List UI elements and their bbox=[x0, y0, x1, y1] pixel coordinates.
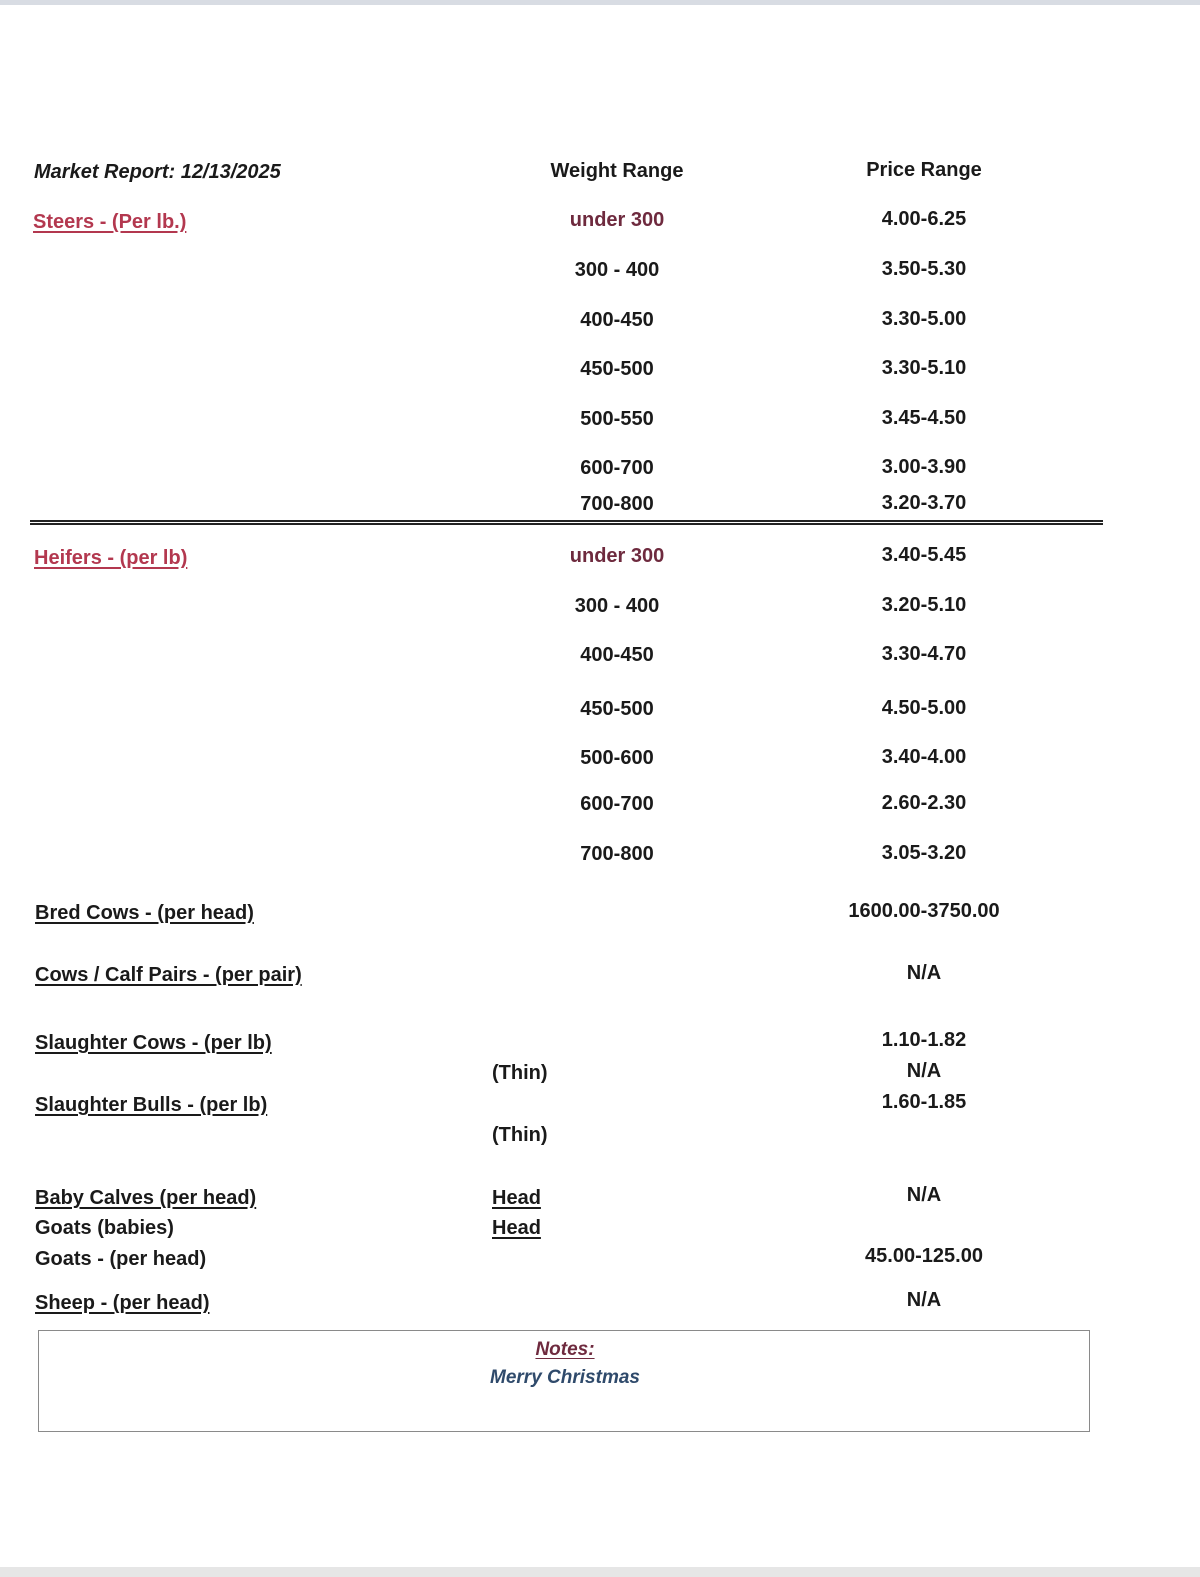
scan-edge-top bbox=[0, 0, 1200, 5]
steers-price: 3.30-5.00 bbox=[881, 308, 967, 330]
steers-label: Steers - (Per lb.) bbox=[33, 211, 187, 233]
heifers-weight: 300 - 400 bbox=[574, 595, 660, 617]
steers-price: 3.30-5.10 bbox=[881, 357, 967, 379]
steers-weight: 300 - 400 bbox=[574, 259, 660, 281]
goats-babies-unit: Head bbox=[492, 1217, 541, 1239]
steers-weight: 700-800 bbox=[580, 493, 654, 515]
heifers-weight: 600-700 bbox=[580, 793, 654, 815]
bred-cows-price: 1600.00-3750.00 bbox=[848, 900, 1000, 922]
slaughter-cows-price: 1.10-1.82 bbox=[881, 1029, 967, 1051]
heifers-price: 3.20-5.10 bbox=[881, 594, 967, 616]
baby-calves-unit: Head bbox=[492, 1187, 541, 1209]
steers-price: 3.00-3.90 bbox=[881, 456, 967, 478]
steers-weight: under 300 bbox=[569, 209, 665, 231]
heifers-weight: 700-800 bbox=[580, 843, 654, 865]
notes-text: Merry Christmas bbox=[490, 1367, 640, 1388]
slaughter-cows-thin-price: N/A bbox=[906, 1060, 942, 1082]
steers-price: 3.20-3.70 bbox=[881, 492, 967, 514]
steers-weight: 450-500 bbox=[580, 358, 654, 380]
bred-cows-label: Bred Cows - (per head) bbox=[35, 902, 254, 924]
heifers-price: 3.30-4.70 bbox=[881, 643, 967, 665]
heifers-weight: under 300 bbox=[569, 545, 665, 567]
heifers-price: 3.40-5.45 bbox=[881, 544, 967, 566]
heifers-weight: 400-450 bbox=[580, 644, 654, 666]
steers-price: 3.45-4.50 bbox=[881, 407, 967, 429]
report-title: Market Report: 12/13/2025 bbox=[34, 161, 281, 183]
heifers-label: Heifers - (per lb) bbox=[34, 547, 188, 569]
price-range-header: Price Range bbox=[866, 159, 982, 181]
heifers-price: 4.50-5.00 bbox=[881, 697, 967, 719]
goats-babies-label: Goats (babies) bbox=[35, 1217, 174, 1239]
slaughter-cows-label: Slaughter Cows - (per lb) bbox=[35, 1032, 272, 1054]
notes-box bbox=[38, 1330, 1090, 1432]
heifers-price: 3.05-3.20 bbox=[881, 842, 967, 864]
heifers-weight: 450-500 bbox=[580, 698, 654, 720]
steers-price: 3.50-5.30 bbox=[881, 258, 967, 280]
steers-price: 4.00-6.25 bbox=[881, 208, 967, 230]
baby-calves-label: Baby Calves (per head) bbox=[35, 1187, 257, 1209]
baby-calves-price: N/A bbox=[906, 1184, 942, 1206]
heifers-weight: 500-600 bbox=[580, 747, 654, 769]
heifers-price: 3.40-4.00 bbox=[881, 746, 967, 768]
slaughter-bulls-label: Slaughter Bulls - (per lb) bbox=[35, 1094, 268, 1116]
slaughter-cows-thin-label: (Thin) bbox=[492, 1062, 548, 1084]
goats-price: 45.00-125.00 bbox=[865, 1245, 983, 1267]
steers-weight: 600-700 bbox=[580, 457, 654, 479]
steers-weight: 400-450 bbox=[580, 309, 654, 331]
scan-edge-bottom bbox=[0, 1567, 1200, 1577]
steers-weight: 500-550 bbox=[580, 408, 654, 430]
slaughter-bulls-thin-label: (Thin) bbox=[492, 1124, 548, 1146]
goats-label: Goats - (per head) bbox=[35, 1248, 207, 1270]
sheep-label: Sheep - (per head) bbox=[35, 1292, 210, 1314]
sheep-price: N/A bbox=[906, 1289, 942, 1311]
weight-range-header: Weight Range bbox=[550, 160, 684, 182]
cow-calf-pairs-label: Cows / Calf Pairs - (per pair) bbox=[35, 964, 302, 986]
notes-title: Notes: bbox=[535, 1339, 595, 1360]
cow-calf-pairs-price: N/A bbox=[906, 962, 942, 984]
heifers-price: 2.60-2.30 bbox=[881, 792, 967, 814]
slaughter-bulls-price: 1.60-1.85 bbox=[881, 1091, 967, 1113]
section-divider bbox=[30, 520, 1103, 525]
